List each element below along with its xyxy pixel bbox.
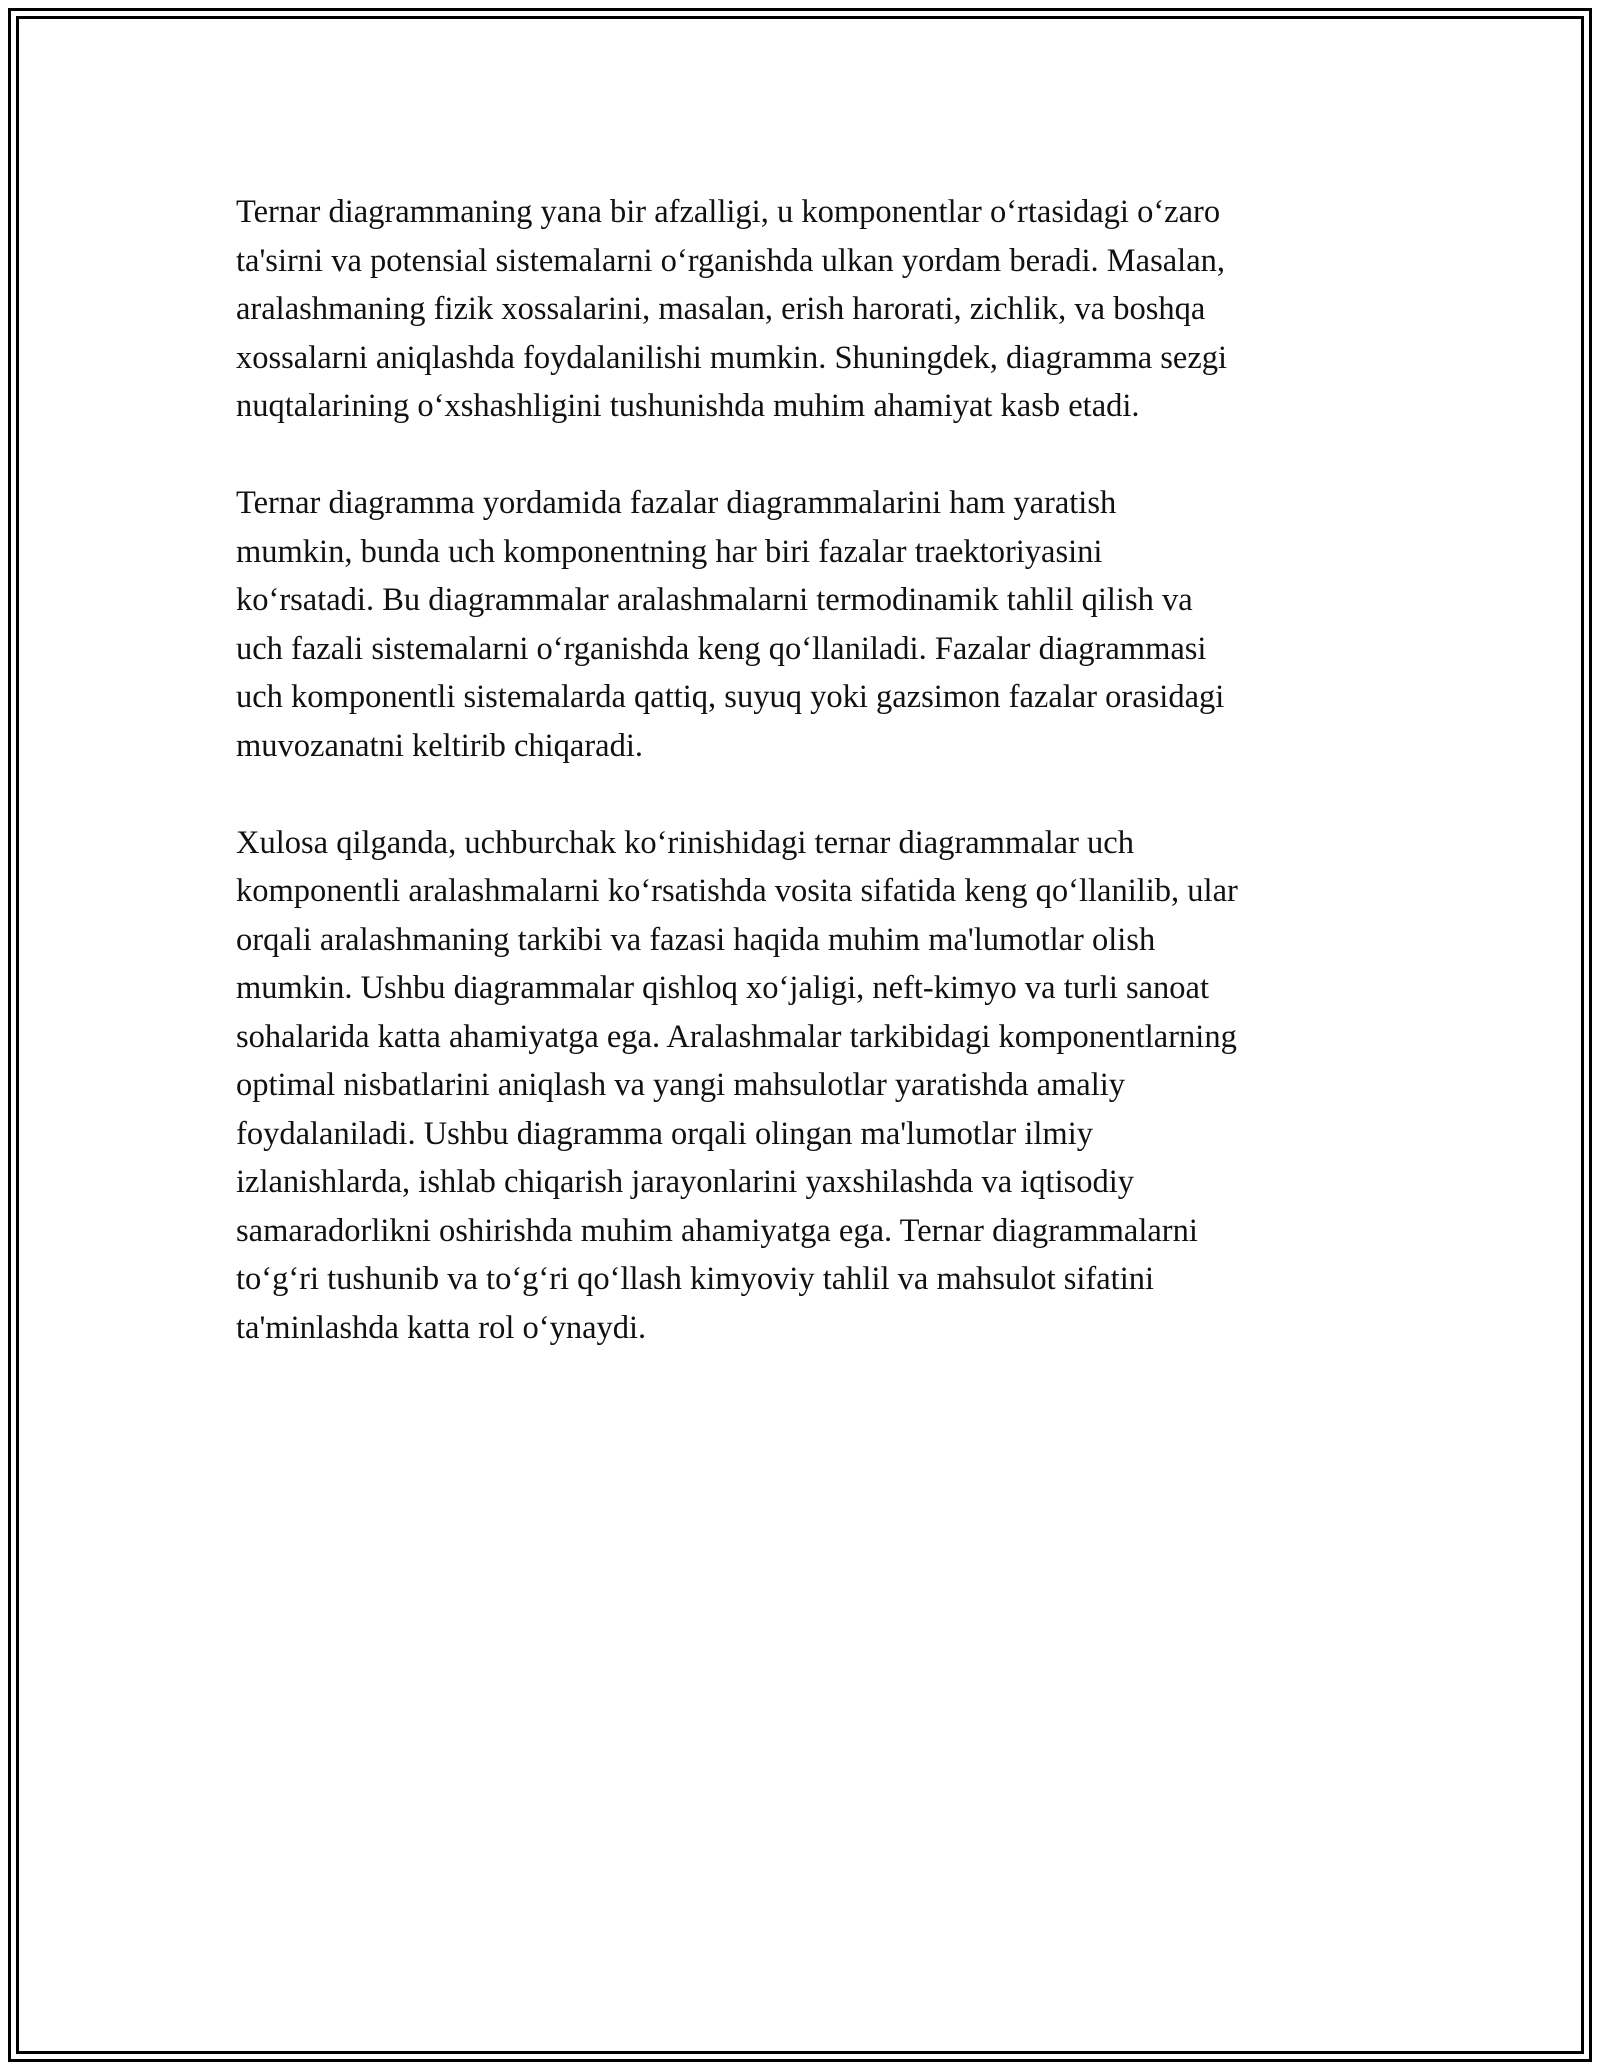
paragraph-3: Xulosa qilganda, uchburchak ko‘rinishidagi ternar diagrammalar uch komponentli aralashmalarni ko‘rsatishda vosita sifatida keng qo‘llanilib, ular orqali aralashmaning tarkibi va fazasi haqida muhim ma'lumotlar olish mumkin. Ushbu diagrammalar qishloq xo‘jaligi, neft-kimyo va turli sanoat sohalarida katta ahamiyatga ega. Aralashmalar tarkibidagi komponentlarning optimal nisbatlarini aniqlash va yangi mahsulotlar yaratishda amaliy foydalaniladi. Ushbu diagramma orqali olingan ma'lumotlar ilmiy izlanishlarda, ishlab chiqarish jarayonlarini yaxshilashda va iqtisodiy samaradorlikni oshirishda muhim ahamiyatga ega. Ternar diagrammalarni to‘g‘ri tushunib va to‘g‘ri qo‘llash kimyoviy tahlil va mahsulot sifatini ta'minlashda katta rol o‘ynaydi. [236, 824, 1238, 1346]
paragraph-2: Ternar diagramma yordamida fazalar diagrammalarini ham yaratish mumkin, bunda uch komponentning har biri fazalar traektoriyasini ko‘rsatadi. Bu diagrammalar aralashmalarni termodinamik tahlil qilish va uch fazali sistemalarni o‘rganishda keng qo‘llaniladi. Fazalar diagrammasi uch komponentli sistemalarda qattiq, suyuq yoki gazsimon fazalar orasidagi muvozanatni keltirib chiqaradi. [236, 485, 1225, 764]
document-body [236, 188, 1376, 1401]
paragraph-1: Ternar diagrammaning yana bir afzalligi, u komponentlar o‘rtasidagi o‘zaro ta'sirni va potensial sistemalarni o‘rganishda ulkan yordam beradi. Masalan, aralashmaning fizik xossalarini, masalan, erish harorati, zichlik, va boshqa xossalarni aniqlashda foydalanilishi mumkin. Shuningdek, diagramma sezgi nuqtalarining o‘xshashligini tushunishda muhim ahamiyat kasb etadi. [236, 194, 1228, 424]
